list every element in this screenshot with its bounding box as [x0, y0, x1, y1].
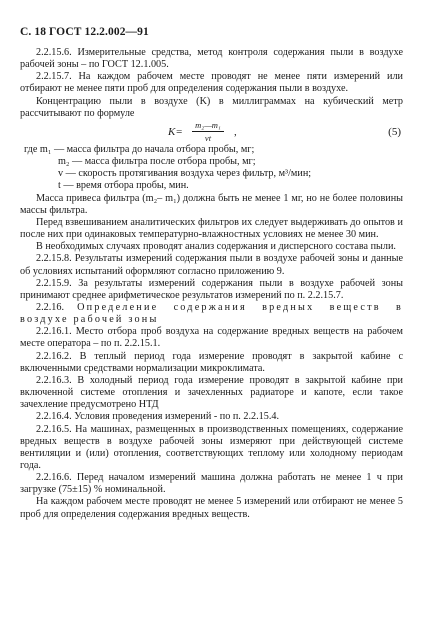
paragraph-2-2-16-2: 2.2.16.2. В теплый период года измерение проводят в закрытой кабине с включенными средствами нормализации микроклимата. — [20, 350, 403, 374]
paragraph-2-2-16-3: 2.2.16.3. В холодный период года измерение проводят в закрытой кабине при включенной системе отопления и зачехленных радиаторе и капоте, если такое зачехление предусмотрено НТД — [20, 374, 403, 411]
formula-5 — [20, 120, 403, 144]
paragraph-2-2-16-6: 2.2.16.6. Перед началом измерений машина должна работать не менее 1 ч при загрузке (75±15) % номинальной. — [20, 472, 403, 496]
section-number: 2.2.16. — [36, 301, 78, 313]
page-header: С. 18 ГОСТ 12.2.002—91 — [20, 26, 149, 38]
formula-lhs: K= — [168, 125, 183, 138]
formula-number: (5) — [388, 125, 401, 138]
paragraph-2-2-15-9: 2.2.15.9. За результаты измерений содержания пыли в воздухе рабочей зоны принимают среднее арифметическое результатов измерений по п. 2.2.15.7. — [20, 277, 403, 301]
section-title: Определение содержания вредных веществ в воздухе рабочей зоны — [20, 301, 404, 326]
where-t: t — время отбора пробы, мин. — [58, 180, 189, 192]
paragraph-2-2-16-1: 2.2.16.1. Место отбора проб воздуха на содержание вредных веществ на рабочем месте оператора – по п. 2.2.15.1. — [20, 326, 403, 350]
paragraph-2-2-15-6: 2.2.15.6. Измерительные средства, метод контроля содержания пыли в воздухе рабочей зоны – по ГОСТ 12.1.005. — [20, 47, 403, 71]
formula-fraction — [192, 120, 224, 143]
where-v: v — скорость протягивания воздуха через фильтр, м³/мин; — [58, 168, 312, 180]
where-m2: m₂ — масса фильтра после отбора пробы, мг; — [58, 156, 256, 168]
paragraph-2-2-16-4: 2.2.16.4. Условия проведения измерений - по п. 2.2.15.4. — [36, 411, 280, 423]
section-2-2-16-heading — [20, 302, 403, 326]
paragraph-concentration: Концентрацию пыли в воздухе (K) в миллиграммах на кубический метр рассчитывают по формуле — [20, 95, 403, 119]
paragraph-2-2-15-7: 2.2.15.7. На каждом рабочем месте проводят не менее пяти измерений или отбирают не менее пяти проб для определения содержания пыли в воздухе. — [20, 71, 403, 95]
where-m1: где m₁ — масса фильтра до начала отбора пробы, мг; — [24, 143, 255, 155]
paragraph-2-2-15-8: 2.2.15.8. Результаты измерений содержания пыли в воздухе рабочей зоны и данные об условиях испытаний оформляют согласно приложению 9. — [20, 253, 403, 277]
paragraph-dispersion: В необходимых случаях проводят анализ содержания и дисперсного состава пыли. — [36, 241, 396, 253]
formula-comma: , — [234, 125, 237, 138]
paragraph-2-2-16-5: 2.2.16.5. На машинах, размещенных в производственных помещениях, содержание вредных веществ в воздухе рабочей зоны измеряют при действующей системе вентиляции и (или) отопления, соответствующих теплому или холодному периодам года. — [20, 423, 403, 471]
paragraph-filter-mass: Масса привеса фильтра (m₂– m₁) должна быть не менее 1 мг, но не более половины массы фильтра. — [20, 192, 403, 216]
paragraph-weighing: Перед взвешиванием аналитических фильтров их следует выдерживать до опытов и после них при одинаковых температурно-влажностных условиях не менее 30 мин. — [20, 216, 403, 241]
fraction-bar — [192, 131, 224, 132]
formula-denominator: vt — [204, 132, 212, 143]
formula-numerator: m₂—m₁ — [195, 119, 221, 130]
paragraph-sample-count: На каждом рабочем месте проводят не менее 5 измерений или отбирают не менее 5 проб для определения содержания вредных веществ. — [20, 496, 403, 520]
